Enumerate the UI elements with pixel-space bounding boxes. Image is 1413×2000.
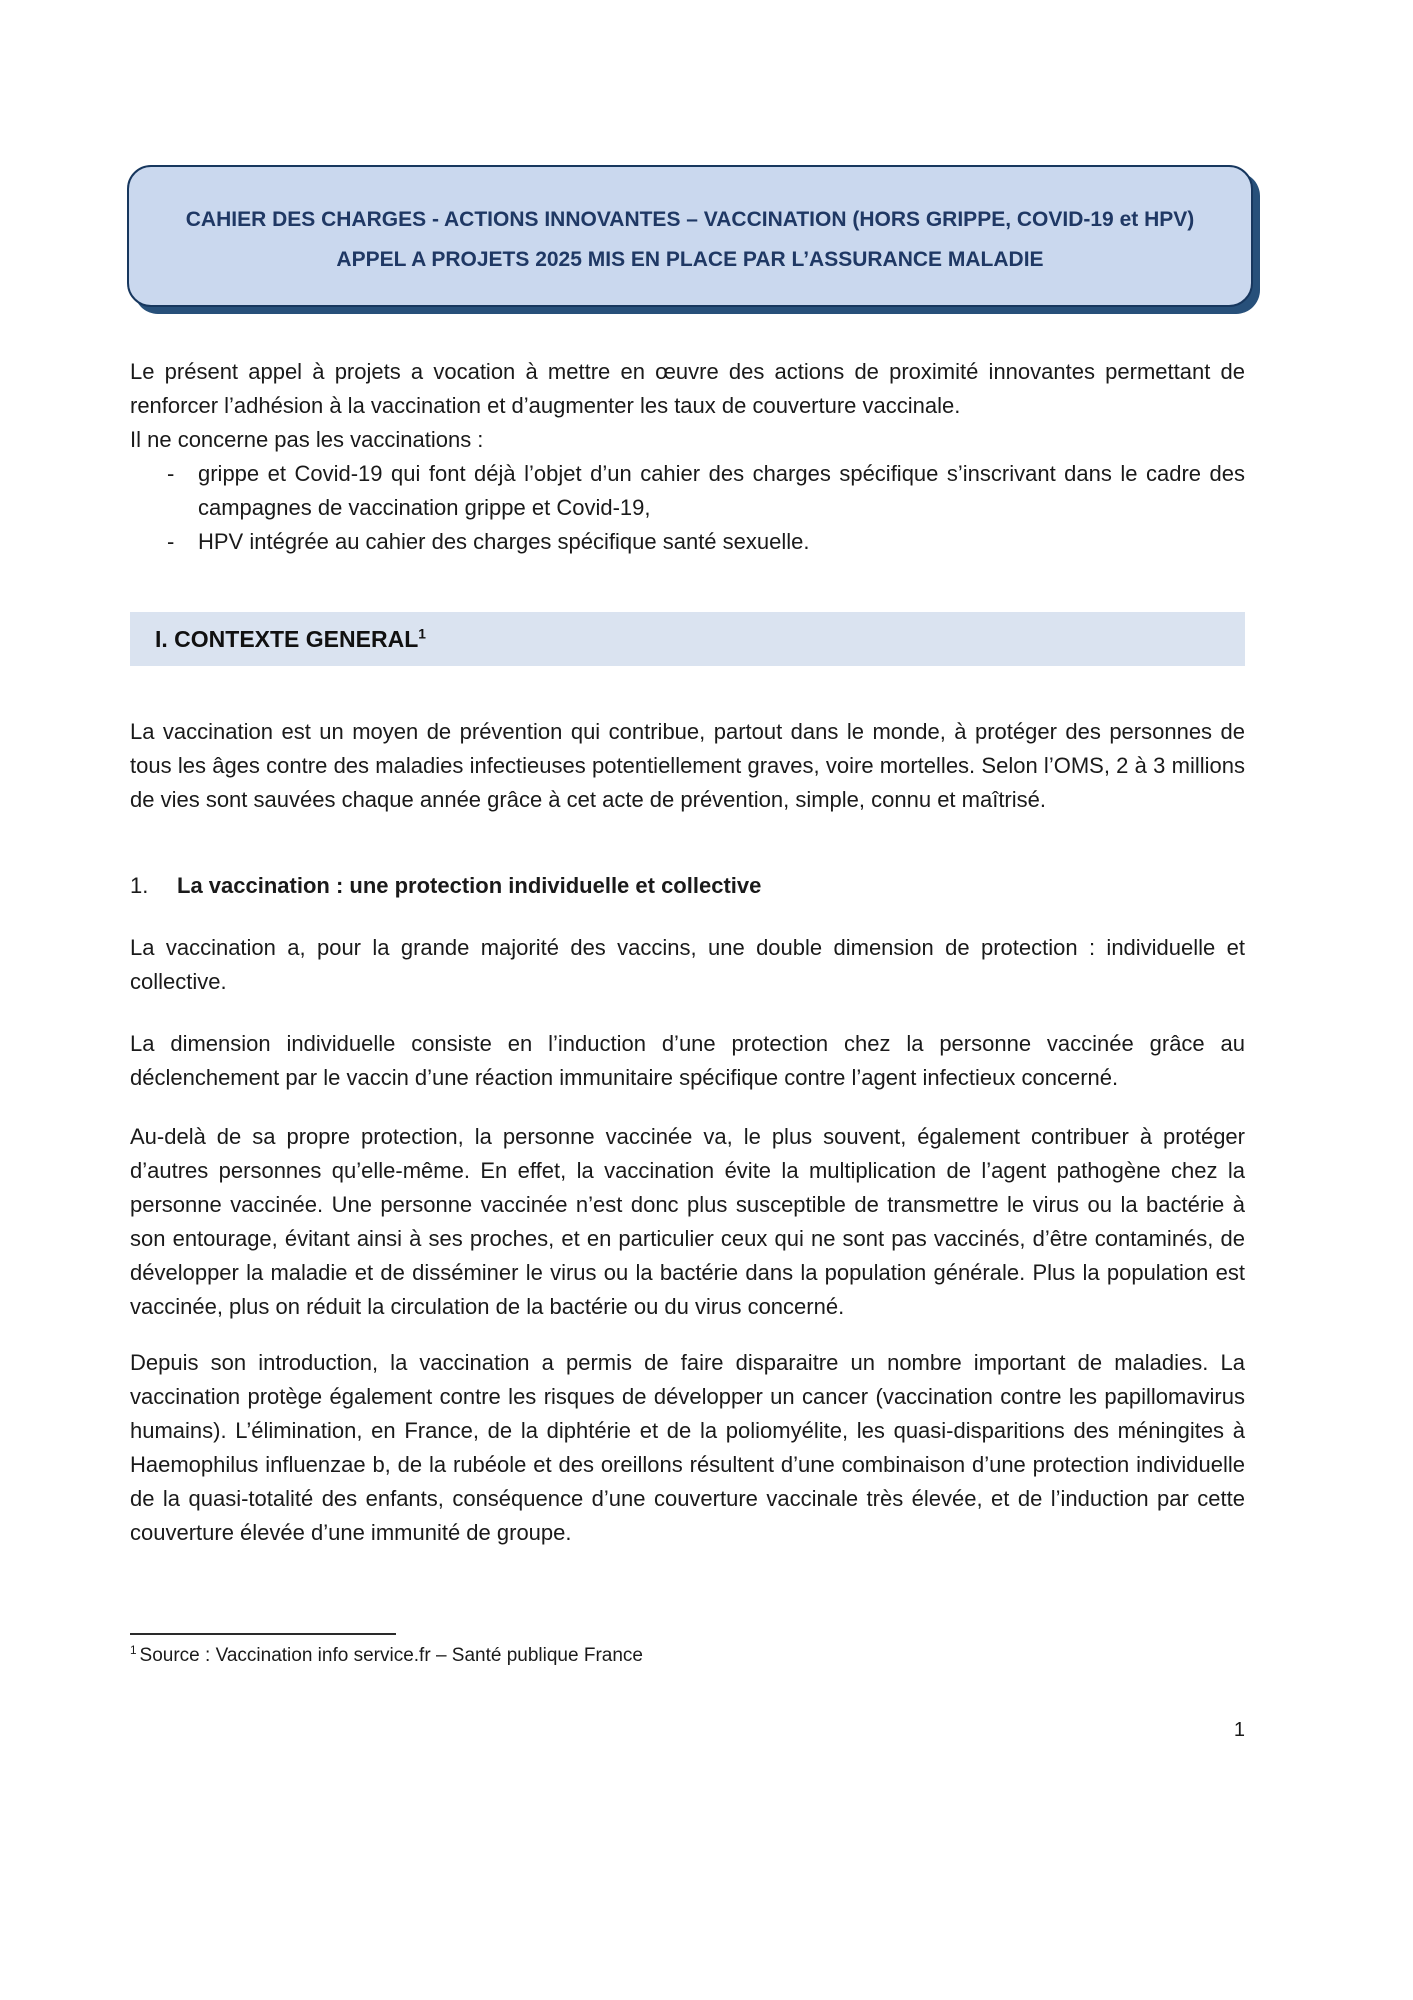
subsection-title: La vaccination : une protection individuelle et collective bbox=[177, 873, 762, 898]
dash-marker: - bbox=[167, 461, 175, 486]
subsection-number: 1. bbox=[130, 873, 149, 898]
title-line-1: CAHIER DES CHARGES - ACTIONS INNOVANTES – VACCINATION (HORS GRIPPE, COVID-19 et HPV) bbox=[185, 208, 1195, 231]
body-paragraph: Depuis son introduction, la vaccination a permis de faire disparaitre un nombre important de maladies. La vaccination protège également contre les risques de développer un cancer (vaccination contre les papillomavirus humains). L’élimination, en France, de la diphtérie et de la poliomyélite, les quasi-disparitions des méningites à Haemophilus influenzae b, de la rubéole et des oreillons résultent d’une combinaison d’une protection individuelle de la quasi-totalité des enfants, conséquence d’une couverture vaccinale très élevée, et de l’induction par cette couverture élevée d’une immunité de groupe. bbox=[130, 1350, 1245, 1545]
body-paragraph: La vaccination est un moyen de prévention qui contribue, partout dans le monde, à protéger des personnes de tous les âges contre des maladies infectieuses potentiellement graves, voire mortelles. Selon l’OMS, 2 à 3 millions de vies sont sauvées chaque année grâce à cet acte de prévention, simple, connu et maîtrisé. bbox=[130, 719, 1245, 812]
footnote-marker: 1 bbox=[130, 1643, 137, 1657]
document-page bbox=[130, 0, 1245, 1742]
section-heading-label: I. CONTEXTE GENERAL bbox=[155, 626, 419, 652]
footnote-separator bbox=[130, 1633, 396, 1635]
footnote bbox=[130, 1643, 1245, 1669]
footnote-reference: 1 bbox=[418, 626, 426, 642]
list-item-text: grippe et Covid-19 qui font déjà l’objet d’un cahier des charges spécifique s’inscrivant dans le cadre des campagnes de vaccination grippe et Covid-19, bbox=[198, 461, 1245, 520]
intro-lead-in: Il ne concerne pas les vaccinations : bbox=[130, 427, 484, 452]
body-paragraph: La vaccination a, pour la grande majorité des vaccins, une double dimension de protection : individuelle et collective. bbox=[130, 935, 1245, 994]
footnote-text: Source : Vaccination info service.fr – Santé publique France bbox=[139, 1645, 643, 1666]
body-paragraph: La dimension individuelle consiste en l’induction d’une protection chez la personne vaccinée grâce au déclenchement par le vaccin d’une réaction immunitaire spécifique contre l’agent infectieux concerné. bbox=[130, 1031, 1245, 1090]
intro-paragraph: Le présent appel à projets a vocation à mettre en œuvre des actions de proximité innovantes permettant de renforcer l’adhésion à la vaccination et d’augmenter les taux de couverture vaccinale. bbox=[130, 359, 1245, 418]
subsection-heading bbox=[130, 869, 1245, 903]
title-box bbox=[127, 165, 1253, 307]
list-item-text: HPV intégrée au cahier des charges spécifique santé sexuelle. bbox=[198, 529, 810, 554]
title-line-2: APPEL A PROJETS 2025 MIS EN PLACE PAR L’ASSURANCE MALADIE bbox=[336, 248, 1044, 271]
page-number: 1 bbox=[1233, 1719, 1245, 1741]
exclusions-list bbox=[130, 457, 1245, 559]
list-item bbox=[130, 525, 1245, 559]
body-paragraph: Au-delà de sa propre protection, la personne vaccinée va, le plus souvent, également contribuer à protéger d’autres personnes qu’elle-même. En effet, la vaccination évite la multiplication de l’agent pathogène chez la personne vaccinée. Une personne vaccinée n’est donc plus susceptible de transmettre le virus ou la bactérie à son entourage, évitant ainsi à ses proches, et en particulier ceux qui ne sont pas vaccinés, d’être contaminés, de développer la maladie et de disséminer le virus ou la bactérie dans la population générale. Plus la population est vaccinée, plus on réduit la circulation de la bactérie ou du virus concerné. bbox=[130, 1124, 1245, 1319]
section-heading bbox=[130, 612, 1245, 666]
list-item bbox=[130, 457, 1245, 525]
dash-marker: - bbox=[167, 529, 175, 554]
